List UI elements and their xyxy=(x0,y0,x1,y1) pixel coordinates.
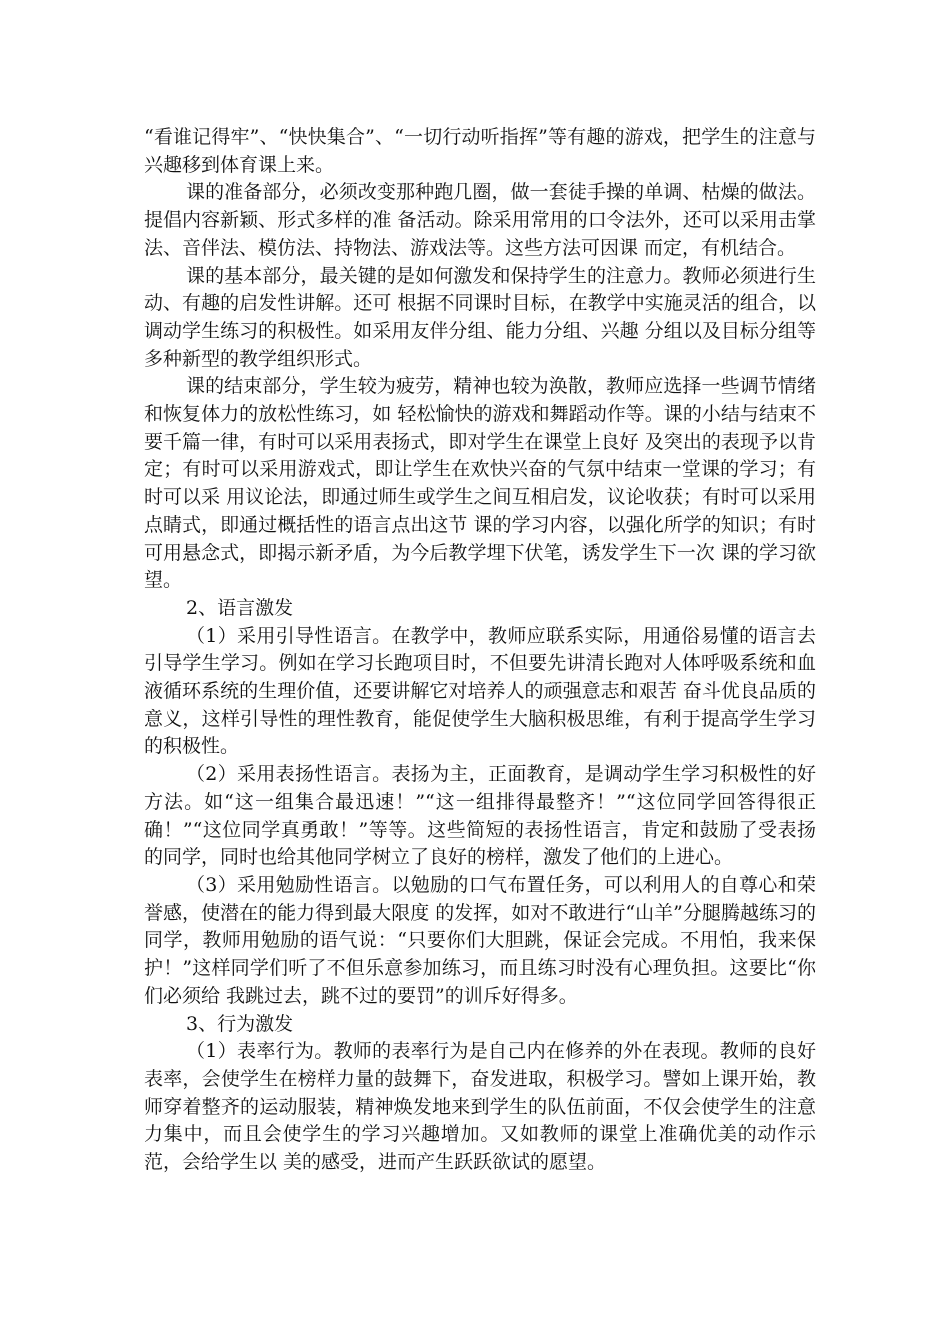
paragraph-praise-language: （2）采用表扬性语言。表扬为主，正面教育，是调动学生学习积极性的好方法。如“这一组集合最迅速！”“这一组排得最整齐！”“这位同学回答得很正确！”“这位同学真勇敢！”等等。这些简短的表扬性语言，肯定和鼓励了受表扬的同学，同时也给其他同学树立了良好的榜样，激发了他们的上进心。 xyxy=(144,763,816,869)
paragraph-encouraging-language: （3）采用勉励性语言。以勉励的口气布置任务，可以利用人的自尊心和荣誉感，使潜在的能力得到最大限度 的发挥，如对不敢进行“山羊”分腿腾越练习的同学，教师用勉励的语气说：“只要你们大胆跳，保证会完成。不用怕，我来保护！”这样同学们听了不但乐意参加练习，而且练习时没有心理负担。这要比“你们必须给 我跳过去，跳不过的要罚”的训斥好得多。 xyxy=(144,873,816,1007)
section-heading-language: 2、语言激发 xyxy=(186,596,294,619)
paragraph-games: “看谁记得牢”、“快快集合”、“一切行动听指挥”等有趣的游戏，把学生的注意与 兴趣移到体育课上来。 xyxy=(144,126,816,176)
paragraph-basic-part: 课的基本部分，最关键的是如何激发和保持学生的注意力。教师必须进行生动、有趣的启发性讲解。还可 根据不同课时目标，在教学中实施灵活的组合，以调动学生练习的积极性。如采用友伴分组、能力分组、兴趣 分组以及目标分组等多种新型的教学组织形式。 xyxy=(144,264,816,370)
paragraph-preparation-part: 课的准备部分，必须改变那种跑几圈，做一套徒手操的单调、枯燥的做法。提倡内容新颖、形式多样的准 备活动。除采用常用的口令法外，还可以采用击掌法、音伴法、模仿法、持物法、游戏法等。这些方法可因课 而定，有机结合。 xyxy=(144,181,816,259)
section-heading-behavior: 3、行为激发 xyxy=(186,1012,294,1035)
paragraph-guiding-language: （1）采用引导性语言。在教学中，教师应联系实际，用通俗易懂的语言去引导学生学习。例如在学习长跑项目时，不但要先讲清长跑对人体呼吸系统和血液循环系统的生理价值，还要讲解它对培养人的顽强意志和艰苦 奋斗优良品质的意义，这样引导性的理性教育，能促使学生大脑积极思维，有利于提高学生学习的积极性。 xyxy=(144,624,816,758)
document-page xyxy=(144,124,816,1177)
paragraph-ending-part: 课的结束部分，学生较为疲劳，精神也较为涣散，教师应选择一些调节情绪和恢复体力的放松性练习，如 轻松愉快的游戏和舞蹈动作等。课的小结与结束不要千篇一律，有时可以采用表扬式，即对学生在课堂上良好 及突出的表现予以肯定；有时可以采用游戏式，即让学生在欢快兴奋的气氛中结束一堂课的学习；有时可以采 用议论法，即通过师生或学生之间互相启发，议论收获；有时可以采用点睛式，即通过概括性的语言点出这节 课的学习内容，以强化所学的知识；有时可用悬念式，即揭示新矛盾，为今后教学埋下伏笔，诱发学生下一次 课的学习欲望。 xyxy=(144,375,816,592)
paragraph-exemplary-behavior: （1）表率行为。教师的表率行为是自己内在修养的外在表现。教师的良好表率，会使学生在榜样力量的鼓舞下，奋发进取，积极学习。譬如上课开始，教师穿着整齐的运动服装，精神焕发地来到学生的队伍前面，不仅会使学生的注意力集中，而且会使学生的学习兴趣增加。又如教师的课堂上准确优美的动作示范，会给学生以 美的感受，进而产生跃跃欲试的愿望。 xyxy=(144,1040,816,1174)
